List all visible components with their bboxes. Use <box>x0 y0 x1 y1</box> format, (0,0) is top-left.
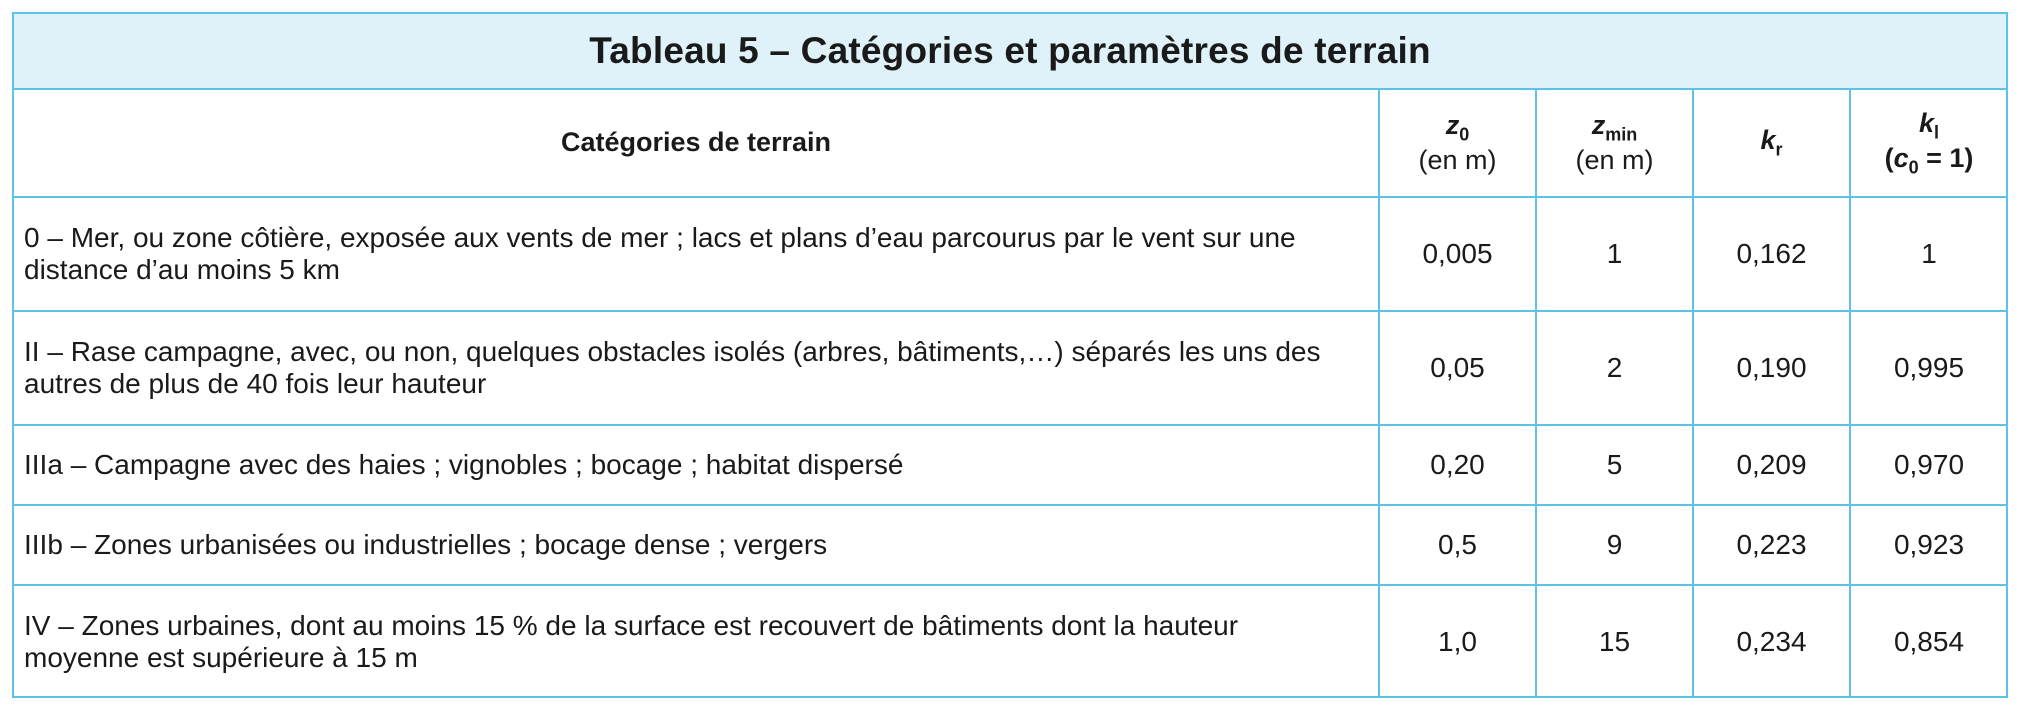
table-row <box>14 585 2007 698</box>
row-z0: 0,005 <box>1379 197 1536 311</box>
terrain-table <box>12 12 2008 698</box>
kl-condition-subscript: 0 <box>1908 157 1919 178</box>
row-zmin: 1 <box>1536 197 1693 311</box>
row-kl: 0,995 <box>1850 311 2007 425</box>
row-zmin: 5 <box>1536 425 1693 505</box>
table-header-row <box>14 90 2007 197</box>
row-kl: 0,923 <box>1850 505 2007 585</box>
kl-condition-rest: = 1) <box>1918 143 1974 173</box>
kr-subscript: r <box>1775 139 1783 160</box>
row-zmin: 15 <box>1536 585 1693 698</box>
header-category: Catégories de terrain <box>14 90 1379 197</box>
terrain-parameters-table <box>14 90 2007 698</box>
kl-symbol: k <box>1918 107 1934 138</box>
z0-subscript: 0 <box>1459 124 1470 145</box>
kr-symbol: k <box>1760 125 1776 156</box>
header-z0 <box>1379 90 1536 197</box>
row-kl: 0,854 <box>1893 626 1965 657</box>
row-kr: 0,223 <box>1693 505 1850 585</box>
row-category: II – Rase campagne, avec, ou non, quelques obstacles isolés (arbres, bâtiments,…) séparés les uns des autres de plus de 40 fois leur hauteur <box>14 311 1379 425</box>
zmin-symbol: z <box>1591 109 1606 140</box>
row-category: IIIb – Zones urbanisées ou industrielles ; bocage dense ; vergers <box>14 505 1379 585</box>
table-row <box>14 311 2007 425</box>
row-kr: 0,162 <box>1693 197 1850 311</box>
table-row <box>14 505 2007 585</box>
row-kl: 1 <box>1850 197 2007 311</box>
row-z0: 0,20 <box>1379 425 1536 505</box>
header-zmin <box>1536 90 1693 197</box>
z0-unit: (en m) <box>1418 145 1497 176</box>
row-z0: 0,5 <box>1379 505 1536 585</box>
row-kr: 0,234 <box>1693 585 1850 698</box>
table-row <box>14 425 2007 505</box>
zmin-subscript: min <box>1605 124 1638 145</box>
kl-condition-open: ( <box>1884 143 1894 173</box>
row-z0: 1,0 <box>1379 585 1536 698</box>
row-kl: 0,970 <box>1850 425 2007 505</box>
table-row <box>14 197 2007 311</box>
row-category: IIIa – Campagne avec des haies ; vignobles ; bocage ; habitat dispersé <box>14 425 1379 505</box>
kl-condition-symbol: c <box>1893 143 1909 173</box>
table-title: Tableau 5 – Catégories et paramètres de terrain <box>14 14 2006 90</box>
row-category: IV – Zones urbaines, dont au moins 15 % de la surface est recouvert de bâtiments dont la hauteur moyenne est supérieure à 15 m <box>14 585 1379 698</box>
header-kl <box>1850 90 2007 197</box>
zmin-unit: (en m) <box>1575 145 1654 176</box>
row-z0: 0,05 <box>1379 311 1536 425</box>
row-zmin: 9 <box>1536 505 1693 585</box>
header-kr <box>1693 90 1850 197</box>
row-zmin: 2 <box>1536 311 1693 425</box>
row-kr: 0,209 <box>1693 425 1850 505</box>
z0-symbol: z <box>1445 109 1460 140</box>
row-category: 0 – Mer, ou zone côtière, exposée aux vents de mer ; lacs et plans d’eau parcourus par le vent sur une distance d’au moins 5 km <box>14 197 1379 311</box>
kl-condition <box>1851 143 2007 178</box>
row-kr: 0,190 <box>1693 311 1850 425</box>
kl-subscript: l <box>1934 122 1940 143</box>
